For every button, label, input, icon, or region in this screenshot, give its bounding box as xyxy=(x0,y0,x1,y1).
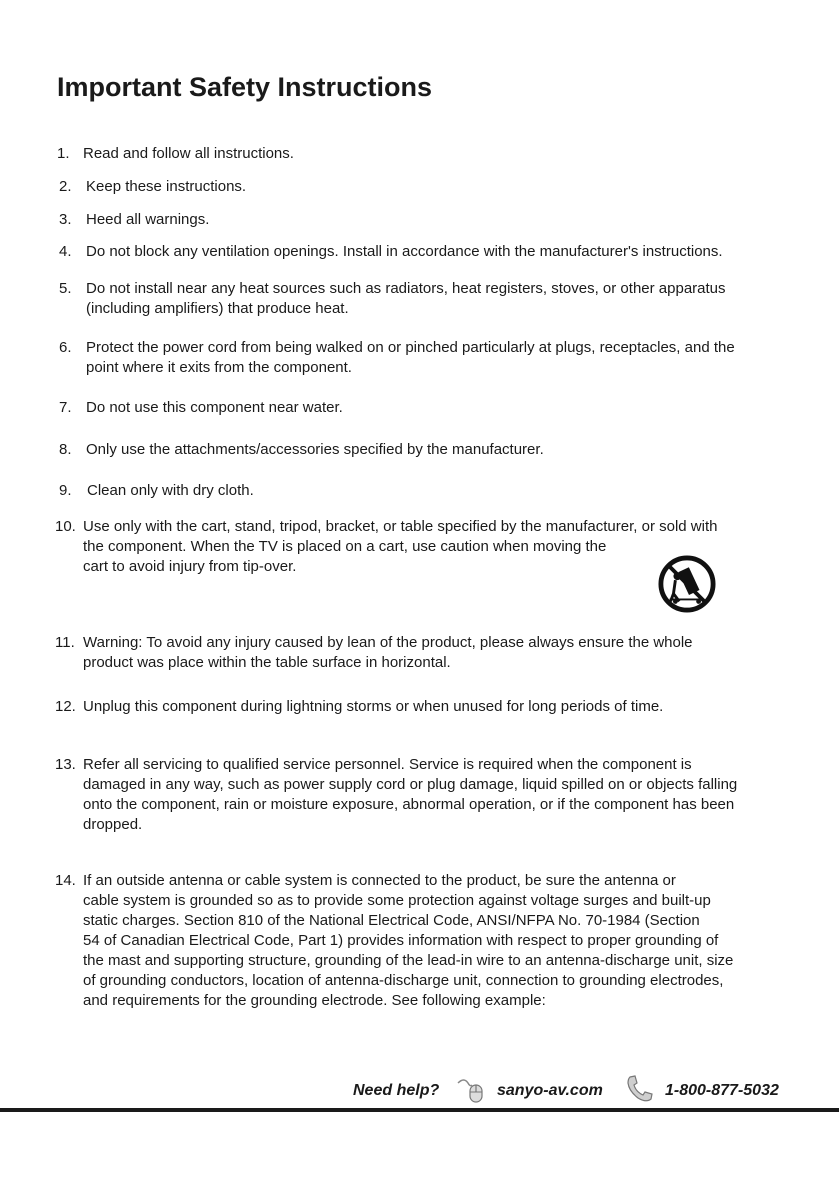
item-text-line: 54 of Canadian Electrical Code, Part 1) provides information with respect to proper grounding of xyxy=(83,932,719,949)
item-text-line: If an outside antenna or cable system is connected to the product, be sure the antenna or xyxy=(83,872,676,889)
item-text-line: dropped. xyxy=(83,816,143,833)
item-text-line: cart to avoid injury from tip-over. xyxy=(83,558,297,575)
item-text-line: the mast and supporting structure, grounding of the lead-in wire to an antenna-discharge unit, size xyxy=(83,952,734,969)
item-text-line: Warning: To avoid any injury caused by lean of the product, please always ensure the whole xyxy=(83,634,693,651)
item-text-line: Unplug this component during lightning storms or when unused for long periods of time. xyxy=(83,698,664,715)
need-help-label: Need help? xyxy=(353,1082,440,1099)
help-footer xyxy=(0,1080,839,1106)
item-number: 11. xyxy=(55,634,75,651)
website-link[interactable]: sanyo-av.com xyxy=(497,1082,603,1099)
item-number: 7. xyxy=(59,399,72,416)
item-text-line: the component. When the TV is placed on a cart, use caution when moving the xyxy=(83,538,607,555)
item-number: 5. xyxy=(59,280,72,297)
item-text-line: Read and follow all instructions. xyxy=(83,145,294,162)
item-text-line: (including amplifiers) that produce heat. xyxy=(86,300,349,317)
item-text-line: static charges. Section 810 of the National Electrical Code, ANSI/NFPA No. 70-1984 (Section xyxy=(83,912,700,929)
item-text-line: of grounding conductors, location of antenna-discharge unit, connection to grounding electrodes, xyxy=(83,972,724,989)
mouse-icon xyxy=(456,1077,484,1103)
item-text-line: Keep these instructions. xyxy=(86,178,247,195)
item-text-line: Do not use this component near water. xyxy=(86,399,343,416)
cart-tip-over-warning-icon xyxy=(658,555,716,613)
item-text-line: Use only with the cart, stand, tripod, bracket, or table specified by the manufacturer, or sold with xyxy=(83,518,718,535)
item-number: 9. xyxy=(59,482,72,499)
item-text-line: Heed all warnings. xyxy=(86,211,210,228)
item-text-line: Only use the attachments/accessories specified by the manufacturer. xyxy=(86,441,544,458)
item-number: 1. xyxy=(57,145,70,162)
item-text-line: point where it exits from the component. xyxy=(86,359,352,376)
item-text-line: and requirements for the grounding electrode. See following example: xyxy=(83,992,546,1009)
item-text-line: Refer all servicing to qualified service personnel. Service is required when the component is xyxy=(83,756,692,773)
item-number: 13. xyxy=(55,756,76,773)
item-number: 2. xyxy=(59,178,72,195)
item-text-line: cable system is grounded so as to provide some protection against voltage surges and built-up xyxy=(83,892,711,909)
item-text-line: product was place within the table surface in horizontal. xyxy=(83,654,451,671)
item-text-line: onto the component, rain or moisture exposure, abnormal operation, or if the component has been xyxy=(83,796,735,813)
footer-divider xyxy=(0,1108,839,1112)
item-number: 14. xyxy=(55,872,76,889)
item-text-line: Protect the power cord from being walked on or pinched particularly at plugs, receptacles, and the xyxy=(86,339,735,356)
item-text-line: Do not install near any heat sources such as radiators, heat registers, stoves, or other apparatus xyxy=(86,280,726,297)
item-text-line: Clean only with dry cloth. xyxy=(87,482,254,499)
item-number: 8. xyxy=(59,441,72,458)
phone-number[interactable]: 1-800-877-5032 xyxy=(665,1082,779,1099)
item-number: 10. xyxy=(55,518,76,535)
item-text-line: Do not block any ventilation openings. Install in accordance with the manufacturer's instructions. xyxy=(86,243,723,260)
item-number: 6. xyxy=(59,339,72,356)
item-text-line: damaged in any way, such as power supply cord or plug damage, liquid spilled on or objects falling xyxy=(83,776,738,793)
item-number: 12. xyxy=(55,698,76,715)
item-number: 3. xyxy=(59,211,72,228)
phone-icon xyxy=(624,1074,654,1104)
item-number: 4. xyxy=(59,243,72,260)
page-title: Important Safety Instructions xyxy=(57,72,433,102)
